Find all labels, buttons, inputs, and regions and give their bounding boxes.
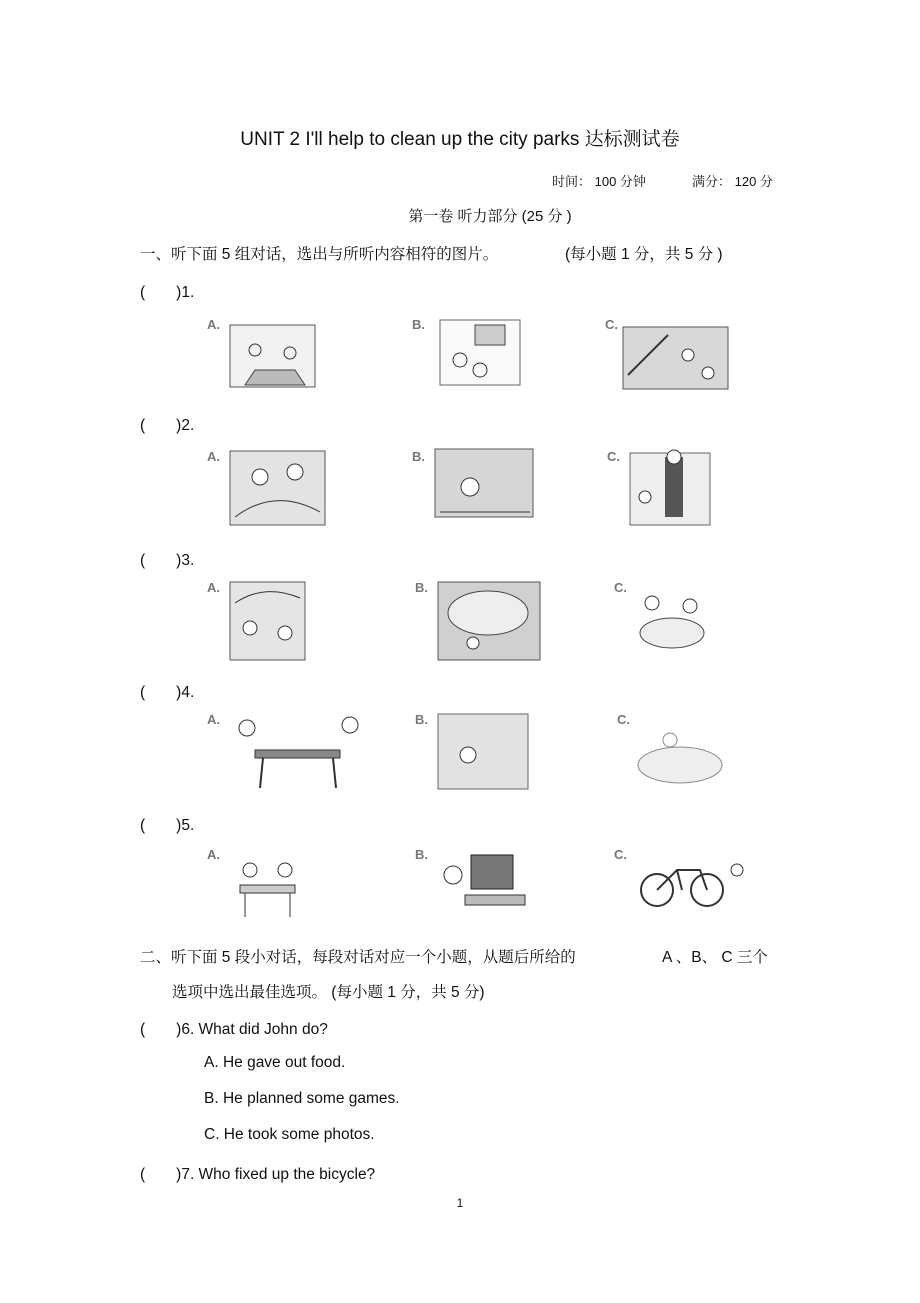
time-label: 时间： 100 分钟 <box>552 174 646 189</box>
q2-option-a-picture <box>205 447 330 529</box>
svg-text:C.: C. <box>617 712 630 727</box>
part1-heading: 一、听下面 5 组对话，选出与所听内容相符的图片。 <box>140 246 499 263</box>
q1-option-b-picture <box>410 315 525 395</box>
section-heading: 第一卷 听力部分 (25 分 ) <box>408 208 572 225</box>
q3-option-b-picture <box>413 578 543 663</box>
question-2-label: ( )2. <box>140 417 195 434</box>
score-label: 满分： 120 分 <box>692 174 773 189</box>
page-title: UNIT 2 I'll help to clean up the city parks 达标测试卷 <box>240 129 680 150</box>
svg-text:A.: A. <box>207 580 220 595</box>
question-1-label: ( )1. <box>140 284 195 301</box>
q1-option-a-picture <box>205 315 320 395</box>
svg-text:C.: C. <box>607 449 620 464</box>
svg-text:B.: B. <box>412 449 425 464</box>
part2-heading-line2: 选项中选出最佳选项。 (每小题 1 分，共 5 分) <box>172 984 485 1001</box>
q5-option-b-picture <box>413 845 533 915</box>
part2-heading-options: A 、B、 C 三个 <box>662 949 768 966</box>
q6-option-a: A. He gave out food. <box>204 1054 346 1071</box>
question-7-label: ( )7. Who fixed up the bicycle? <box>140 1166 376 1183</box>
question-4-label: ( )4. <box>140 684 195 701</box>
page-number: 1 <box>456 1196 464 1210</box>
q3-option-a-picture <box>205 578 310 663</box>
svg-text:A.: A. <box>207 449 220 464</box>
svg-text:B.: B. <box>412 317 425 332</box>
q6-option-b: B. He planned some games. <box>204 1090 400 1107</box>
q6-option-c: C. He took some photos. <box>204 1126 375 1143</box>
svg-text:A.: A. <box>207 712 220 727</box>
q2-option-c-picture <box>605 447 715 529</box>
q2-option-b-picture <box>410 447 535 529</box>
svg-text:C.: C. <box>605 317 618 332</box>
svg-text:B.: B. <box>415 712 428 727</box>
q5-option-c-picture <box>612 845 757 915</box>
question-3-label: ( )3. <box>140 552 195 569</box>
part2-heading-line1: 二、听下面 5 段小对话，每段对话对应一个小题，从题后所给的 <box>140 949 576 966</box>
q3-option-c-picture <box>612 578 712 663</box>
part1-points: (每小题 1 分，共 5 分 ) <box>565 246 723 263</box>
option-letter: A. <box>207 317 220 332</box>
q4-option-c-picture <box>615 710 735 795</box>
svg-text:C.: C. <box>614 847 627 862</box>
question-5-label: ( )5. <box>140 817 195 834</box>
svg-text:A.: A. <box>207 847 220 862</box>
q4-option-a-picture <box>205 710 365 795</box>
q4-option-b-picture <box>413 710 533 795</box>
svg-text:C.: C. <box>614 580 627 595</box>
svg-text:B.: B. <box>415 580 428 595</box>
question-6-label: ( )6. What did John do? <box>140 1021 328 1038</box>
svg-text:B.: B. <box>415 847 428 862</box>
q1-option-c-picture <box>603 315 733 395</box>
q5-option-a-picture <box>205 845 305 925</box>
